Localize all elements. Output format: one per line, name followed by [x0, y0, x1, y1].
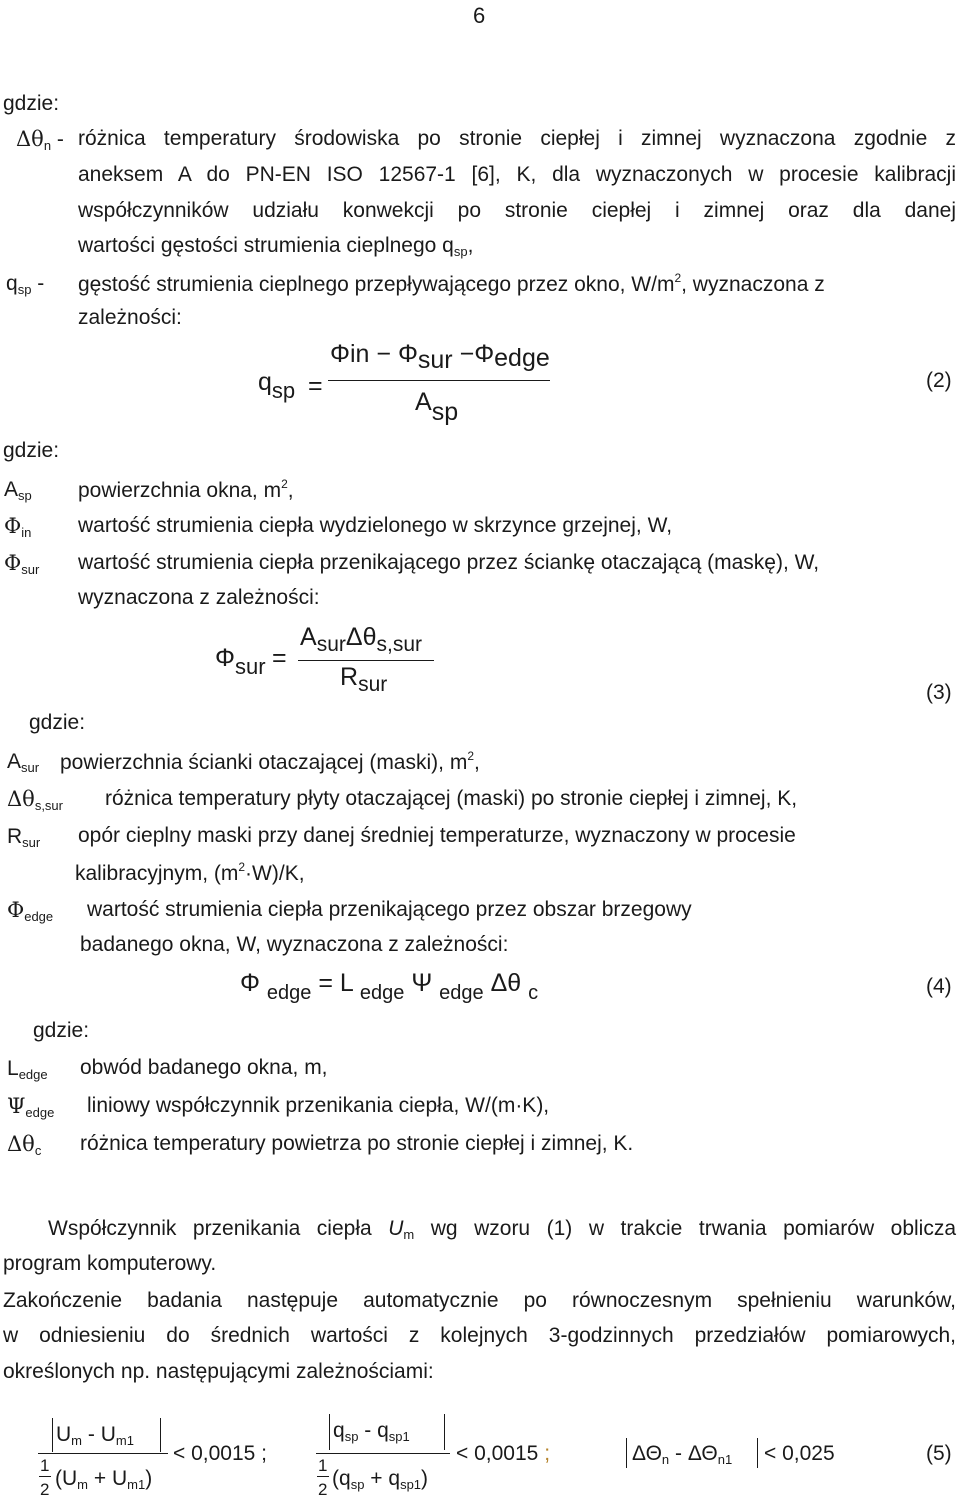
definition-line: wartości gęstości strumienia cieplnego $q_{sp}$, [78, 234, 474, 259]
where-label: gdzie: [3, 439, 60, 462]
definition-line: powierzchnia okna, $m^2$, [78, 477, 294, 502]
where-label: gdzie: [29, 711, 86, 734]
symbol-a-sp: $A_{sp}$ [4, 478, 32, 503]
eq5-f2-half-bot: 2 [318, 1480, 328, 1499]
eq2-number: (2) [926, 369, 952, 392]
eq5-f2-denominator: $(q_{sp} + q_{sp1})$ [332, 1467, 429, 1492]
eq5-f2-fraction-bar [316, 1453, 450, 1454]
symbol-phi-sur: $\Phi_{sur}$ [4, 551, 40, 577]
definition-line: różnica temperatury powietrza po stronie ciepłej i zimnej, K. [80, 1132, 634, 1155]
eq5-abs-bar [757, 1438, 758, 1468]
symbol-psi-edge: $\Psi_{edge}$ [7, 1094, 55, 1120]
definition-line: wartość strumienia ciepła wydzielonego w skrzynce grzejnej, W, [78, 514, 673, 537]
eq5-number: (5) [926, 1442, 952, 1465]
paragraph-line: Współczynnik przenikania ciepła $U_m$ wg wzoru (1) w trakcie trwania pomiarów oblicza [48, 1217, 957, 1242]
where-label: gdzie: [33, 1019, 90, 1042]
eq2-equals: = [308, 372, 323, 400]
definition-line: różnica temperatury środowiska po stronie ciepłej i zimnej wyznaczona zgodnie z [78, 127, 956, 150]
symbol-phi-edge: $\Phi_{edge}$ [7, 898, 54, 924]
eq3-fraction-bar [298, 660, 434, 661]
eq5-abs-bar [329, 1414, 330, 1450]
eq5-abs-bar [52, 1418, 53, 1452]
eq3-numerator: $A_{sur}\Delta\theta_{s,sur}$ [300, 623, 422, 656]
eq5-f1-denominator: $(U_m + U_{m1})$ [55, 1467, 153, 1492]
paragraph-line: określonych np. następującymi zależnościami: [3, 1360, 434, 1383]
page-number: 6 [473, 3, 486, 28]
eq5-f3-condition: < 0,025 [764, 1442, 835, 1465]
definition-line: opór cieplny maski przy danej średniej temperaturze, wyznaczony w procesie [78, 824, 796, 847]
symbol-r-sur: $R_{sur}$ [7, 825, 41, 850]
definition-line: obwód badanego okna, m, [80, 1056, 328, 1079]
eq5-f2-condition: < 0,0015 ; [456, 1442, 551, 1465]
definition-line: różnica temperatury płyty otaczającej (maski) po stronie ciepłej i zimnej, K, [105, 787, 798, 810]
symbol-delta-theta-s-sur: $\Delta\theta_{s,sur}$ [7, 787, 63, 813]
definition-line: liniowy współczynnik przenikania ciepła, W/(m·K), [87, 1094, 550, 1117]
eq2-fraction-bar [328, 380, 550, 381]
definition-line: gęstość strumienia cieplnego przepływającego przez okno, $W/m^2$, wyznaczona z [78, 271, 825, 296]
where-label: gdzie: [3, 92, 60, 115]
symbol-l-edge: $L_{edge}$ [7, 1057, 48, 1082]
eq4-number: (4) [926, 975, 952, 998]
definition-line: powierzchnia ścianki otaczającej (maski), $m^2$, [60, 749, 480, 774]
symbol-delta-theta-n: $\Delta\theta_n$ - [16, 127, 64, 153]
paragraph-line: Zakończenie badania następuje automatycznie po równoczesnym spełnieniu warunków, [3, 1289, 956, 1312]
eq2-numerator: Φin − Φsur −Φedge [330, 340, 550, 374]
symbol-a-sur: $A_{sur}$ [7, 750, 40, 775]
paragraph-line: program komputerowy. [3, 1252, 217, 1275]
definition-line: zależności: [78, 306, 182, 329]
definition-line: współczynników udziału konwekcji po stronie ciepłej i zimnej oraz dla danej [78, 199, 956, 222]
eq5-f2-half-top: 1 [318, 1456, 328, 1475]
eq3-number: (3) [926, 681, 952, 704]
eq5-f2-half-bar [317, 1476, 329, 1477]
eq3-lhs: Φsur [215, 644, 266, 679]
eq3-denominator: $R_{sur}$ [340, 663, 388, 696]
definition-line: wyznaczona z zależności: [78, 586, 320, 609]
eq5-f3-expression: $\Delta\Theta_n - \Delta\Theta_{n1}$ [632, 1442, 733, 1467]
definition-line: aneksem A do PN-EN ISO 12567-1 [6], K, dla wyznaczonych w procesie kalibracji [78, 163, 956, 186]
eq5-f2-numerator: $q_{sp} - q_{sp1}$ [333, 1419, 410, 1444]
eq2-denominator: Asp [415, 388, 459, 426]
eq5-abs-bar [160, 1418, 161, 1452]
eq5-abs-bar [444, 1414, 445, 1450]
eq3-equals: = [272, 644, 287, 672]
eq2-lhs: qsp [258, 368, 296, 403]
paragraph-line: w odniesieniu do średnich wartości z kolejnych 3-godzinnych przedziałów pomiarowych, [3, 1324, 956, 1347]
eq5-f1-fraction-bar [38, 1453, 168, 1454]
definition-line: badanego okna, W, wyznaczona z zależności: [80, 933, 509, 956]
eq5-f1-condition: < 0,0015 ; [173, 1442, 267, 1465]
symbol-delta-theta-c: $\Delta\theta_c$ [7, 1132, 42, 1158]
eq5-f1-half-top: 1 [40, 1456, 50, 1475]
eq5-abs-bar [626, 1438, 627, 1468]
symbol-phi-in: $\Phi_{in}$ [4, 514, 32, 540]
eq5-f1-half-bar [39, 1476, 51, 1477]
eq5-f1-half-bot: 2 [40, 1480, 50, 1499]
definition-line: wartość strumienia ciepła przenikającego przez obszar brzegowy [87, 898, 692, 921]
definition-line: wartość strumienia ciepła przenikającego przez ściankę otaczającą (maskę), W, [78, 551, 820, 574]
eq4-expression: Φ $_{edge}$ = L $_{edge}$ Ψ $_{edge}$ Δθ $_c$ [240, 969, 539, 1004]
eq5-f1-numerator: $U_m - U_{m1}$ [56, 1423, 134, 1448]
symbol-q-sp: $q_{sp}$ - [6, 272, 45, 297]
definition-line: kalibracyjnym, $(m^2\cdot W)/K$, [75, 860, 305, 885]
